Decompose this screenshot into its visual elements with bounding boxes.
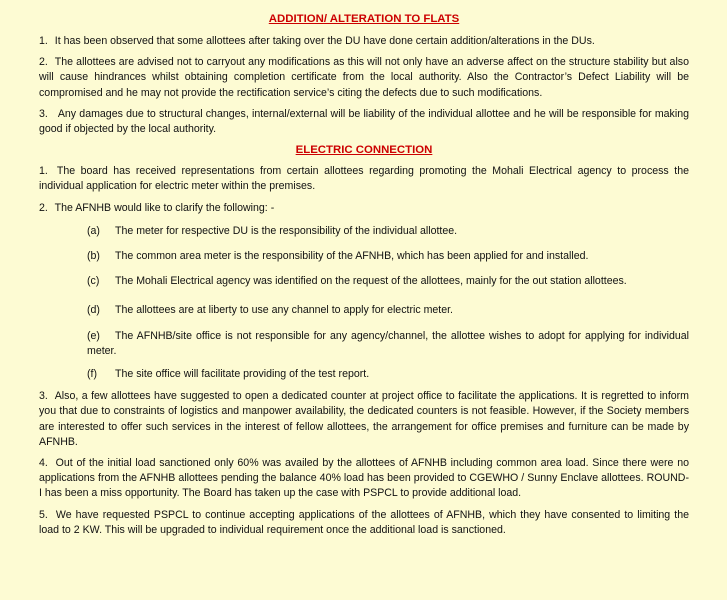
list-item (87, 367, 689, 382)
paragraph (39, 508, 689, 538)
section-title-addition-alteration: ADDITION/ ALTERATION TO FLATS (268, 13, 460, 25)
paragraph (39, 456, 689, 502)
paragraph-number: 3. (39, 390, 48, 403)
paragraph-text: We have requested PSPCL to continue accepting applications of the allottees of AFNHB, which they have consented to limiting the load to 2 KW. This will be upgraded to individual requirement once the additional load is sanctioned. (39, 508, 689, 536)
paragraph (39, 34, 689, 49)
paragraph (39, 164, 689, 194)
list-item-label: (d) (87, 304, 100, 317)
paragraph-text: Any damages due to structural changes, internal/external will be liability of the individual allottee and he will be responsible for making good if objected by the local authority. (39, 107, 689, 136)
list-item-text: The AFNHB/site office is not responsible for any agency/channel, the allottee wishes to adopt for applying for individual meter. (87, 329, 689, 357)
paragraph-number: 1. (39, 35, 48, 47)
paragraph-number: 2. (39, 56, 48, 69)
list-item (87, 329, 689, 359)
paragraph-number: 5. (39, 508, 48, 521)
paragraph-text: The board has received representations from certain allottees regarding promoting the Mohali Electrical agency to process the individual application for electric meter within the premises. (39, 165, 689, 193)
paragraph (39, 107, 689, 137)
list-item-label: (b) (87, 250, 100, 263)
list-item (87, 224, 689, 239)
list-item-text: The site office will facilitate providing of the test report. (115, 368, 370, 381)
list-item-text: The allottees are at liberty to use any channel to apply for electric meter. (115, 304, 454, 317)
paragraph-text: Also, a few allottees have suggested to open a dedicated counter at project office to facilitate the applications. It is regretted to inform you that due to constraints of logistics and manpower availability, the dedicated counters is not feasible. However, if the Society members are interested to offer such services in the interest of fellow allottees, the arrangement for office premises and furniture can be made by AFNHB. (39, 390, 690, 448)
list-item-label: (e) (87, 329, 100, 342)
paragraph-text: The AFNHB would like to clarify the following: - (54, 201, 275, 214)
paragraph-number: 3. (39, 107, 48, 120)
paragraph-number: 1. (39, 165, 48, 178)
list-item-label: (f) (87, 368, 97, 381)
paragraph (39, 389, 689, 450)
list-item-text: The meter for respective DU is the responsibility of the individual allottee. (115, 224, 458, 237)
paragraph (39, 55, 689, 101)
paragraph-number: 2. (39, 201, 48, 214)
list-item (87, 303, 689, 318)
list-item-text: The common area meter is the responsibility of the AFNHB, which has been applied for and installed. (115, 250, 589, 263)
paragraph (39, 201, 689, 216)
paragraph-number: 4. (39, 457, 48, 470)
clarification-list (39, 224, 689, 382)
list-item-label: (c) (87, 275, 100, 288)
list-item (87, 249, 689, 264)
list-item-text: The Mohali Electrical agency was identified on the request of the allottees, mainly for the out station allottees. (115, 275, 627, 288)
list-item (87, 274, 689, 289)
list-item-label: (a) (87, 224, 100, 237)
section-title-electric-connection: ELECTRIC CONNECTION (295, 144, 433, 157)
paragraph-text: It has been observed that some allottees after taking over the DU have done certain addition/alterations in the DUs. (54, 35, 595, 47)
paragraph-text: Out of the initial load sanctioned only 60% was availed by the allottees of AFNHB including common area load. Since there were no applications from the AFNHB allottees pending the balance 40% load has been provided to CGEWHO / Sunny Enclave allottees. ROUND-I has been a miss opportunity. The Board has taken up the case with PSPCL to provide additional load. (39, 457, 689, 500)
paragraph-text: The allottees are advised not to carryout any modifications as this will not only have an adverse affect on the structure stability but also will cause hindrances whilst obtaining completion certificate from the local authority. Also the Contractor’s Defect Liability will be compromised and he may not provide the rectification service’s citing the defects due to such modifications. (39, 56, 689, 99)
